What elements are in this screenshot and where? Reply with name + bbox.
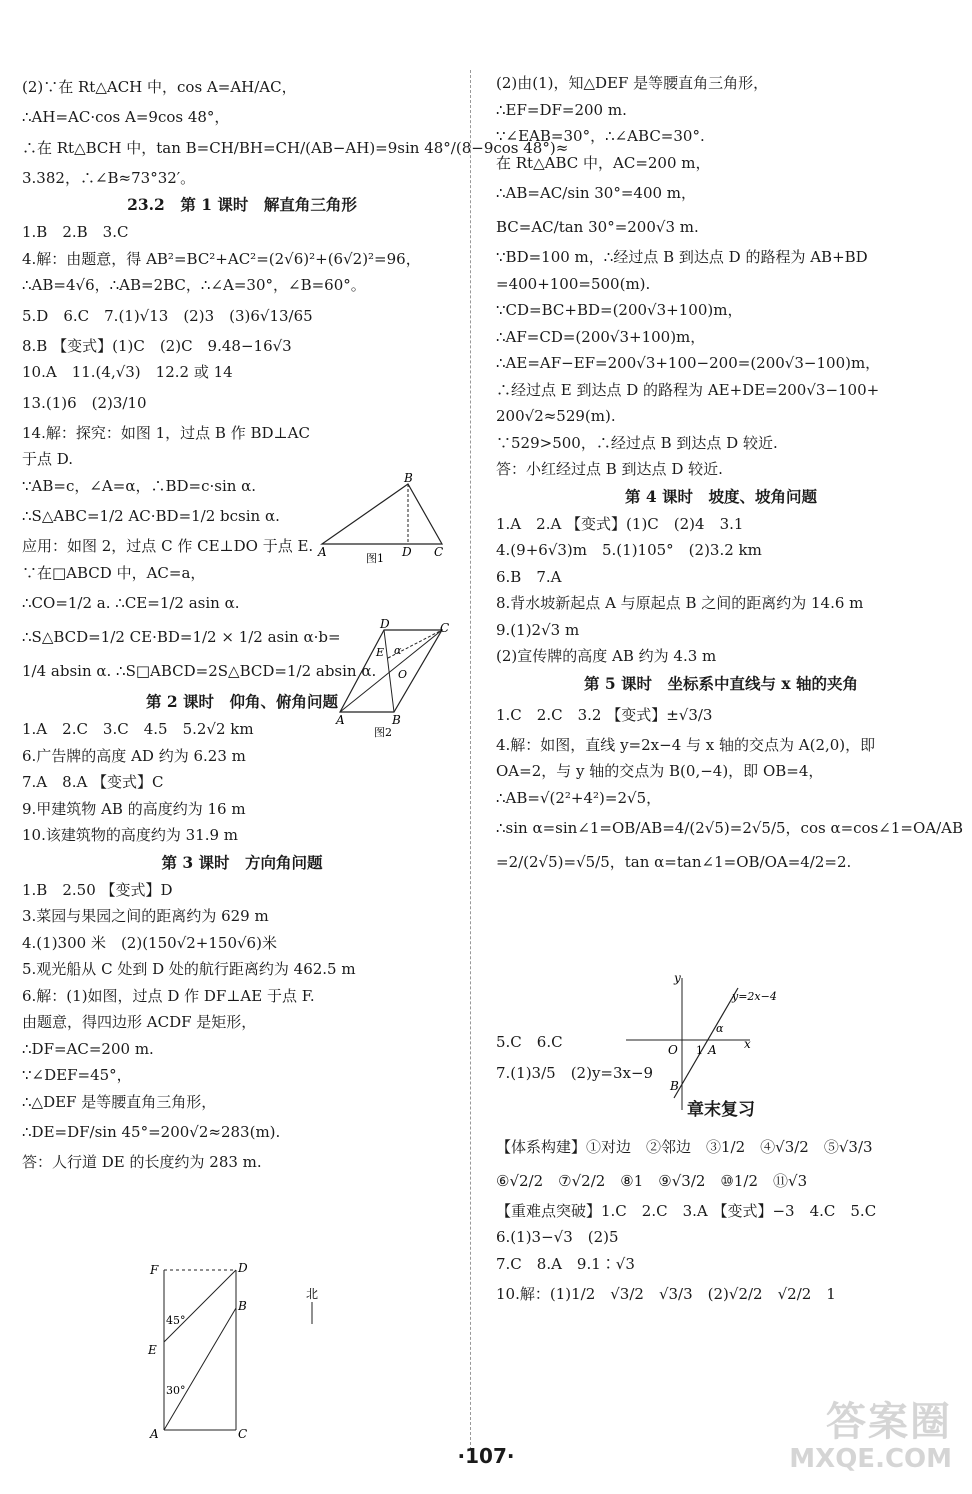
answer-line: ∵BD=100 m，∴经过点 B 到达点 D 的路程为 AB+BD bbox=[496, 248, 868, 266]
answer-line: =2/(2√5)=√5/5，tan α=tan∠1=OB/OA=4/2=2. bbox=[496, 853, 852, 871]
fig4-equation: y=2x−4 bbox=[732, 990, 777, 1003]
answer-line: ∴sin α=sin∠1=OB/AB=4/(2√5)=2√5/5，cos α=cos∠1=OA/AB bbox=[496, 819, 963, 837]
answer-line: 由题意，得四边形 ACDF 是矩形， bbox=[22, 1013, 257, 1031]
fig1-label-c: C bbox=[434, 545, 444, 559]
watermark-en: MXQE.COM bbox=[789, 1444, 952, 1474]
answer-line: =400+100=500(m). bbox=[496, 274, 651, 293]
fig2-caption: 图2 bbox=[374, 726, 392, 739]
answer-line: 答：小红经过点 B 到达点 D 较近. bbox=[496, 460, 723, 478]
answer-line: 1.B 2.B 3.C bbox=[22, 223, 129, 241]
answer-line: 200√2≈529(m). bbox=[496, 407, 616, 425]
fig1-caption: 图1 bbox=[366, 552, 384, 565]
answer-line: ∴DE=DF/sin 45°=200√2≈283(m). bbox=[22, 1123, 281, 1141]
answer-line: 【重难点突破】1.C 2.C 3.A 【变式】−3 4.C 5.C bbox=[496, 1201, 877, 1220]
column-divider bbox=[470, 70, 471, 1450]
figure-1-triangle bbox=[318, 471, 448, 566]
fig2-label-o: O bbox=[398, 668, 408, 681]
right-column bbox=[496, 70, 963, 1311]
fig2-label-e: E bbox=[376, 646, 385, 659]
fig2-label-alpha: α bbox=[394, 644, 402, 657]
answer-line: ∴经过点 E 到达点 D 的路程为 AE+DE=200√3−100+ bbox=[496, 380, 880, 399]
fig4-label-x: x bbox=[744, 1037, 751, 1051]
answer-line: ∵∠DEF=45°， bbox=[22, 1066, 132, 1084]
answer-line: 5.C 6.C bbox=[496, 1033, 563, 1051]
answer-line: ∵529>500，∴经过点 B 到达点 D 较近. bbox=[496, 433, 778, 452]
fig3-label-e: E bbox=[148, 1343, 157, 1357]
fig2-label-a: A bbox=[336, 713, 345, 727]
answer-line: ∴S△BCD=1/2 CE·BD=1/2 × 1/2 asin α·b= bbox=[22, 628, 341, 646]
answer-line: 10.解：(1)1/2 √3/2 √3/3 (2)√2/2 √2/2 1 bbox=[496, 1285, 836, 1303]
fig2-label-c: C bbox=[440, 621, 450, 635]
answer-line: 3.菜园与果园之间的距离约为 629 m bbox=[22, 907, 269, 925]
fig4-label-a: A bbox=[708, 1043, 717, 1057]
answer-line: 1.A 2.C 3.C 4.5 5.2√2 km bbox=[22, 720, 254, 738]
answer-line: (2)∵在 Rt△ACH 中，cos A=AH/AC， bbox=[22, 78, 297, 96]
answer-line: 1.B 2.50 【变式】D bbox=[22, 880, 173, 899]
answer-line: 4.解：由题意，得 AB²=BC²+AC²=(2√6)²+(6√2)²=96， bbox=[22, 249, 421, 268]
answer-line: 14.解：探究：如图 1，过点 B 作 BD⊥AC bbox=[22, 423, 310, 442]
answer-line: BC=AC/tan 30°=200√3 m. bbox=[496, 218, 699, 236]
answer-line: 7.A 8.A 【变式】C bbox=[22, 773, 164, 791]
answer-line: 6.解：(1)如图，过点 D 作 DF⊥AE 于点 F. bbox=[22, 986, 315, 1005]
section-heading: 23.2 第 1 课时 解直角三角形 bbox=[127, 195, 357, 214]
answer-line: ∴AH=AC·cos A=9cos 48°， bbox=[22, 108, 230, 126]
answer-line: ∴DF=AC=200 m. bbox=[22, 1039, 154, 1058]
fig4-label-b: B bbox=[670, 1079, 679, 1093]
watermark bbox=[789, 1400, 952, 1474]
answer-line: 6.(1)3−√3 (2)5 bbox=[496, 1228, 619, 1246]
answer-line: 应用：如图 2，过点 C 作 CE⊥DO 于点 E. bbox=[22, 537, 314, 555]
answer-line: ∵在□ABCD 中，AC=a， bbox=[22, 563, 206, 582]
answer-line: 6.B 7.A bbox=[496, 567, 562, 586]
answer-line: 10.该建筑物的高度约为 31.9 m bbox=[22, 826, 239, 844]
fig2-label-d: D bbox=[380, 617, 390, 631]
answer-line: ∵AB=c，∠A=α，∴BD=c·sin α. bbox=[22, 476, 257, 495]
fig3-label-d: D bbox=[238, 1261, 248, 1275]
answer-line: (2)由(1)，知△DEF 是等腰直角三角形， bbox=[496, 74, 769, 92]
answer-line: ∵CD=BC+BD=(200√3+100)m， bbox=[496, 301, 743, 319]
answer-line: OA=2，与 y 轴的交点为 B(0,−4)，即 OB=4， bbox=[496, 762, 824, 780]
answer-line: 7.(1)3/5 (2)y=3x−9 bbox=[496, 1063, 654, 1082]
answer-line: 5.观光船从 C 处到 D 处的航行距离约为 462.5 m bbox=[22, 960, 356, 978]
answer-line: 6.广告牌的高度 AD 约为 6.23 m bbox=[22, 746, 246, 765]
section-heading: 第 3 课时 方向角问题 bbox=[161, 852, 323, 872]
section-heading: 第 2 课时 仰角、俯角问题 bbox=[145, 692, 339, 711]
fig3-angle-30: 30° bbox=[166, 1384, 186, 1397]
answer-line: ∴AE=AF−EF=200√3+100−200=(200√3−100)m， bbox=[496, 354, 881, 372]
fig4-label-alpha: α bbox=[716, 1022, 724, 1035]
answer-line: 1.C 2.C 3.2 【变式】±√3/3 bbox=[496, 705, 713, 724]
answer-line: 1.A 2.A 【变式】(1)C (2)4 3.1 bbox=[496, 514, 744, 533]
answer-line: ∴AF=CD=(200√3+100)m， bbox=[496, 327, 706, 346]
fig3-label-f: F bbox=[150, 1263, 159, 1277]
answer-line: 5.D 6.C 7.(1)√13 (2)3 (3)6√13/65 bbox=[22, 306, 313, 325]
page-number: ·107· bbox=[457, 1444, 515, 1468]
answer-line: ∴EF=DF=200 m. bbox=[496, 100, 627, 119]
answer-line: 答：人行道 DE 的长度约为 283 m. bbox=[22, 1153, 262, 1171]
answer-line: 1/4 absin α. ∴S□ABCD=2S△BCD=1/2 absin α. bbox=[22, 662, 377, 680]
answer-line: 3.382，∴∠B≈73°32′。 bbox=[22, 168, 196, 187]
answer-line: ∴AB=AC/sin 30°=400 m， bbox=[496, 184, 697, 202]
watermark-cn: 答案圈 bbox=[826, 1399, 952, 1445]
figure-2-parallelogram bbox=[336, 618, 450, 740]
answer-line: ∵∠EAB=30°，∴∠ABC=30°. bbox=[496, 127, 705, 145]
answer-line: 9.(1)2√3 m bbox=[496, 620, 580, 639]
answer-line: ∴S△ABC=1/2 AC·BD=1/2 bcsin α. bbox=[22, 507, 280, 525]
fig1-label-a: A bbox=[318, 545, 327, 559]
answer-line: ∴CO=1/2 a. ∴CE=1/2 asin α. bbox=[22, 594, 240, 612]
fig4-label-one: 1 bbox=[696, 1044, 703, 1057]
answer-line: 4.(9+6√3)m 5.(1)105° (2)3.2 km bbox=[496, 541, 762, 559]
right-column-top bbox=[496, 70, 963, 879]
fig3-label-b: B bbox=[238, 1299, 247, 1313]
fig3-north: 北 bbox=[306, 1287, 319, 1301]
answer-line: 【体系构建】①对边 ②邻边 ③1/2 ④√3/2 ⑤√3/3 bbox=[496, 1137, 873, 1156]
answer-line: ∴AB=4√6，∴AB=2BC，∴∠A=30°，∠B=60°。 bbox=[22, 276, 366, 294]
answer-line: 在 Rt△ABC 中，AC=200 m， bbox=[496, 153, 711, 172]
figure-3-route-map bbox=[140, 1258, 340, 1448]
section-heading: 第 4 课时 坡度、坡角问题 bbox=[624, 486, 818, 506]
answer-line: 9.甲建筑物 AB 的高度约为 16 m bbox=[22, 799, 246, 818]
figure-4-coordinate-graph bbox=[622, 971, 777, 1122]
answer-line: ⑥√2/2 ⑦√2/2 ⑧1 ⑨√3/2 ⑩1/2 ⑪√3 bbox=[496, 1171, 808, 1190]
answer-line: ∴在 Rt△BCH 中，tan B=CH/BH=CH/(AB−AH)=9sin 48°/(8−9cos 48°)≈ bbox=[22, 138, 569, 157]
answer-line: (2)宣传牌的高度 AB 约为 4.3 m bbox=[496, 647, 717, 665]
fig3-label-c: C bbox=[238, 1427, 248, 1441]
answer-line: 于点 D. bbox=[22, 450, 74, 468]
fig4-label-y: y bbox=[674, 971, 681, 985]
answer-line: 8.背水坡新起点 A 与原起点 B 之间的距离约为 14.6 m bbox=[496, 594, 864, 612]
answer-line: 13.(1)6 (2)3/10 bbox=[22, 393, 147, 412]
answer-line: 7.C 8.A 9.1∶√3 bbox=[496, 1254, 635, 1273]
answer-line: 4.解：如图，直线 y=2x−4 与 x 轴的交点为 A(2,0)，即 bbox=[496, 735, 876, 754]
fig1-label-d: D bbox=[402, 545, 412, 559]
answer-line: ∴AB=√(2²+4²)=2√5， bbox=[496, 788, 662, 807]
section-heading: 第 5 课时 坐标系中直线与 x 轴的夹角 bbox=[583, 673, 859, 693]
fig1-label-b: B bbox=[404, 471, 413, 485]
answer-line: 8.B 【变式】(1)C (2)C 9.48−16√3 bbox=[22, 336, 292, 355]
answer-line: 10.A 11.(4,√3) 12.2 或 14 bbox=[22, 363, 233, 381]
fig2-label-b: B bbox=[392, 713, 401, 727]
fig4-label-o: O bbox=[668, 1043, 678, 1057]
fig3-label-a: A bbox=[150, 1427, 159, 1441]
answer-line: ∴△DEF 是等腰直角三角形， bbox=[22, 1092, 217, 1111]
answer-line: 4.(1)300 米 (2)(150√2+150√6)米 bbox=[22, 933, 277, 952]
fig3-angle-45: 45° bbox=[166, 1314, 186, 1327]
section-heading: 章末复习 bbox=[687, 1099, 755, 1120]
